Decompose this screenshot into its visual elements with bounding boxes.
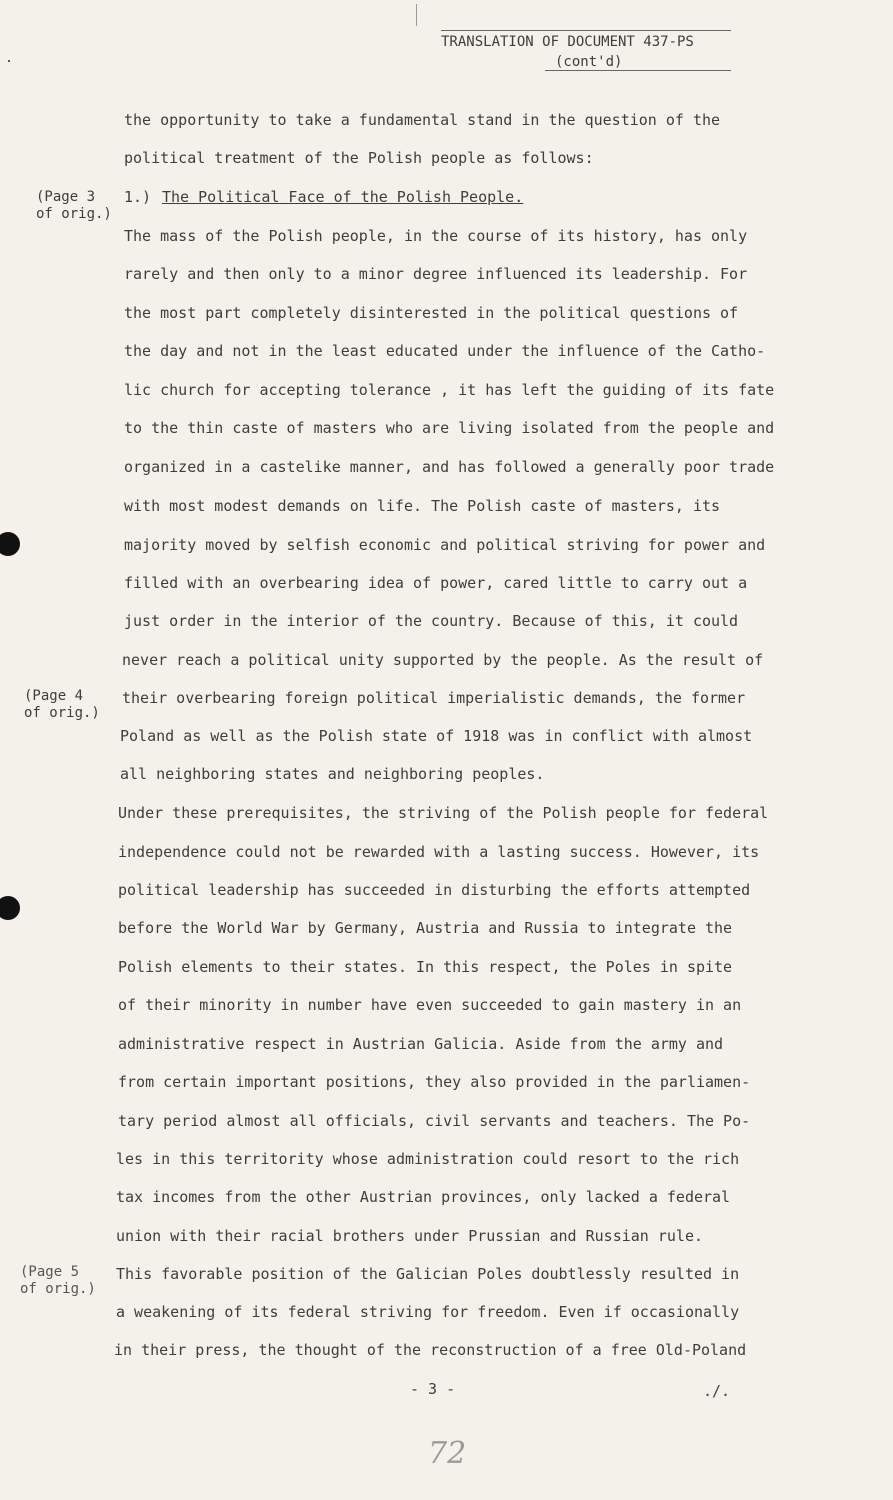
text-line: tax incomes from the other Austrian provinces, only lacked a federal bbox=[116, 1188, 731, 1206]
text-line: tary period almost all officials, civil servants and teachers. The Po- bbox=[118, 1112, 751, 1130]
text-line: les in this territority whose administration could resort to the rich bbox=[116, 1150, 740, 1168]
text-line: The mass of the Polish people, in the course of its history, has only bbox=[124, 227, 748, 245]
text-line: the opportunity to take a fundamental stand in the question of the bbox=[124, 111, 721, 129]
text-line: never reach a political unity supported by the people. As the result of bbox=[122, 651, 764, 669]
text-line: the day and not in the least educated under the influence of the Catho- bbox=[124, 342, 766, 360]
text-line: organized in a castelike manner, and has followed a generally poor trade bbox=[124, 458, 775, 476]
section-number: 1.) bbox=[124, 188, 152, 206]
header-title: TRANSLATION OF DOCUMENT 437-PS bbox=[441, 34, 694, 50]
header-subtitle: (cont'd) bbox=[555, 54, 623, 70]
text-line: filled with an overbearing idea of power, cared little to carry out a bbox=[124, 574, 748, 592]
text-line: the most part completely disinterested in the political questions of bbox=[124, 304, 739, 322]
text-line: from certain important positions, they also provided in the parliamen- bbox=[118, 1073, 751, 1091]
punch-hole-top bbox=[0, 532, 20, 556]
text-line: This favorable position of the Galician Poles doubtlessly resulted in bbox=[116, 1265, 740, 1283]
text-line: a weakening of its federal striving for freedom. Even if occasionally bbox=[116, 1303, 740, 1321]
text-line: their overbearing foreign political imperialistic demands, the former bbox=[122, 689, 746, 707]
continuation-mark: ./. bbox=[703, 1382, 731, 1400]
text-line: Poland as well as the Polish state of 1918 was in conflict with almost bbox=[120, 727, 753, 745]
section-title: The Political Face of the Polish People. bbox=[162, 188, 524, 206]
punch-hole-bottom bbox=[0, 896, 20, 920]
handwritten-page-mark: 72 bbox=[428, 1436, 467, 1471]
text-line: Polish elements to their states. In this respect, the Poles in spite bbox=[118, 958, 733, 976]
text-line: of their minority in number have even succeeded to gain mastery in an bbox=[118, 996, 742, 1014]
text-line: political treatment of the Polish people as follows: bbox=[124, 149, 594, 167]
text-line: to the thin caste of masters who are living isolated from the people and bbox=[124, 419, 775, 437]
speck bbox=[8, 60, 10, 62]
text-line: just order in the interior of the country. Because of this, it could bbox=[124, 612, 739, 630]
text-line: independence could not be rewarded with a lasting success. However, its bbox=[118, 843, 760, 861]
page-number: - 3 - bbox=[410, 1380, 456, 1398]
text-line: before the World War by Germany, Austria and Russia to integrate the bbox=[118, 919, 733, 937]
text-line: rarely and then only to a minor degree influenced its leadership. For bbox=[124, 265, 748, 283]
text-line: Under these prerequisites, the striving of the Polish people for federal bbox=[118, 804, 769, 822]
margin-note-page-5: (Page 5 of orig.) bbox=[20, 1264, 96, 1297]
text-line: union with their racial brothers under Prussian and Russian rule. bbox=[116, 1227, 703, 1245]
margin-note-page-3: (Page 3 of orig.) bbox=[36, 189, 112, 222]
text-line: administrative respect in Austrian Galicia. Aside from the army and bbox=[118, 1035, 724, 1053]
text-line: majority moved by selfish economic and political striving for power and bbox=[124, 536, 766, 554]
text-line: all neighboring states and neighboring peoples. bbox=[120, 765, 545, 783]
text-line: in their press, the thought of the reconstruction of a free Old-Poland bbox=[114, 1341, 747, 1359]
text-line: lic church for accepting tolerance , it has left the guiding of its fate bbox=[124, 381, 775, 399]
margin-note-page-4: (Page 4 of orig.) bbox=[24, 688, 100, 721]
header-rule-top bbox=[441, 30, 731, 31]
text-line: political leadership has succeeded in disturbing the efforts attempted bbox=[118, 881, 751, 899]
text-line: with most modest demands on life. The Polish caste of masters, its bbox=[124, 497, 721, 515]
top-tick-mark bbox=[416, 4, 417, 26]
header-rule-bottom bbox=[545, 70, 731, 71]
